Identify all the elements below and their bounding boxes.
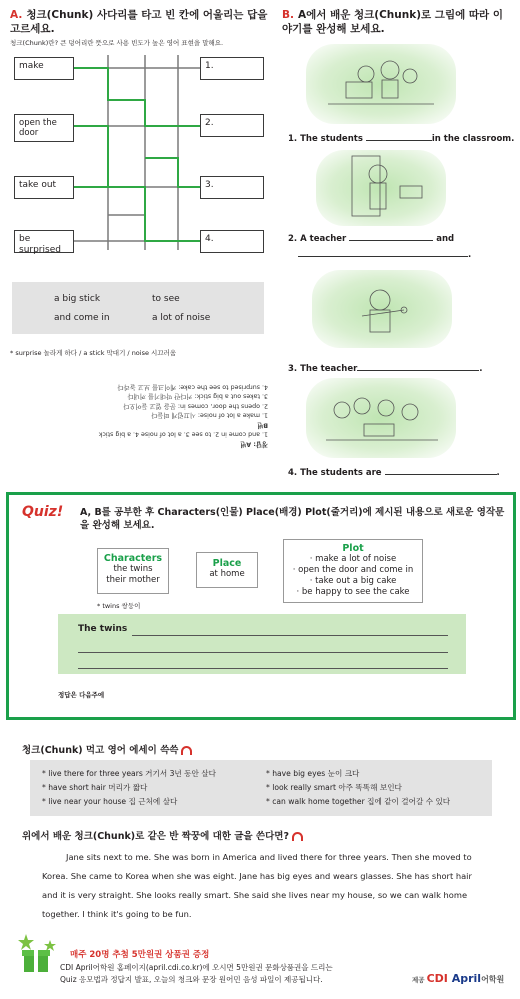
tip-item: * have big eyes 눈이 크다 [266, 769, 360, 778]
sentence-1: 1. The students in the classroom. [288, 134, 515, 144]
blank-2a[interactable] [349, 232, 433, 241]
option-noise: a lot of noise [152, 313, 211, 323]
chunk-box-be-surprised: be surprised [14, 230, 74, 253]
answer-box-2[interactable]: 2. [200, 114, 264, 137]
characters-card: Characters the twins their mother [97, 548, 169, 594]
quiz-answer-next-week: 정답은 다음주에 [58, 691, 105, 699]
option-and-come-in: and come in [54, 313, 110, 323]
blank-4[interactable] [385, 466, 497, 475]
illustration-teacher-stick [312, 270, 452, 348]
blank-1[interactable] [366, 132, 432, 141]
essay-heading: 청크(Chunk) 먹고 영어 에세이 쓱쓱 [22, 742, 192, 756]
place-card: Place at home [196, 552, 258, 588]
writing-line-3 [78, 668, 448, 669]
quiz-title: Quiz! [22, 504, 64, 520]
writing-line-1 [132, 635, 448, 636]
blank-3[interactable] [357, 362, 479, 371]
gift-icon [16, 932, 60, 976]
option-to-see: to see [152, 294, 180, 304]
illustration-teacher-door [316, 150, 446, 226]
writing-area[interactable] [58, 614, 466, 674]
tip-item: * look really smart 아주 똑똑해 보인다 [266, 783, 402, 792]
answer-options-panel [12, 282, 264, 334]
tip-item: * live near your house 집 근처에 살다 [42, 797, 178, 806]
sentence-4: 4. The students are . [288, 468, 500, 478]
headphone-icon[interactable] [292, 832, 303, 841]
prize-description: CDI April어학원 홈페이지(april.cdi.co.kr)에 오시면 5만원권 문화상품권을 드리는 Quiz 응모법과 정답지 발표, 오늘의 청크와 문장 원어민 음성 파일이 제공됩니다. [60, 963, 333, 984]
tip-item: * have short hair 머리가 짧다 [42, 783, 148, 792]
prize-title: 매주 20명 추첨 5만원권 상품권 증정 [70, 950, 210, 960]
sentence-2: 2. A teacher and [288, 234, 455, 244]
chunk-box-make: make [14, 57, 74, 80]
section-b-title: B. A에서 배운 청크(Chunk)로 그림에 따라 이야기를 완성해 보세요. [282, 9, 503, 35]
chunk-box-take-out: take out [14, 176, 74, 199]
sample-essay: Jane sits next to me. She was born in America and lived there for three years. Then she moved to Korea. She came to Korea when she was eight. Jane has big eyes and wears glasses. She has short hair and it is very straight. She looks really smart. She said she lives near my house, so we can walk home together. I think it's going to be fun. [42, 852, 472, 919]
answer-box-4[interactable]: 4. [200, 230, 264, 253]
upside-down-answers: 정답: A번 1. and come in 2. to see 3. a lot of noise 4. a big stick B번 1. make a lot of noise: 시끄럽게 떠들다 2. opens the door, comes in: 문을 열고 들어오다 3. takes out a big stick: 커다란 막대기를 꺼내다 4. surprised to see the cake: 케이크를 보고 놀라다 [98, 383, 268, 448]
blank-2b[interactable] [298, 248, 468, 257]
illustration-students-cake [306, 378, 456, 458]
writing-line-2 [78, 652, 448, 653]
sentence-3: 3. The teacher . [288, 364, 483, 374]
story-heading: 위에서 배운 청크(Chunk)로 같은 반 짝꿍에 대한 글을 쓴다면? [22, 828, 303, 842]
answer-box-3[interactable]: 3. [200, 176, 264, 199]
answer-box-1[interactable]: 1. [200, 57, 264, 80]
tip-item: * live there for three years 거기서 3년 동안 살다 [42, 769, 216, 778]
quiz-instruction: A, B를 공부한 후 Characters(인물) Place(배경) Plot(줄거리)에 제시된 내용으로 새로운 영작문을 완성해 보세요. [80, 507, 505, 531]
vocabulary-note: * surprise 놀라게 하다 / a stick 막대기 / noise 시끄러움 [10, 349, 177, 357]
chunk-tips-panel [30, 760, 492, 816]
section-a-title: A. 청크(Chunk) 사다리를 타고 빈 칸에 어울리는 답을 고르세요. [10, 9, 268, 35]
chunk-box-open-door: open the door [14, 114, 74, 142]
sentence-2-cont: . [298, 248, 471, 260]
twins-note: * twins 쌍둥이 [97, 602, 141, 610]
writing-start: The twins [78, 624, 128, 634]
headphone-icon[interactable] [181, 746, 192, 755]
cdi-april-logo: 제공 CDI April어학원 [412, 972, 505, 985]
chunk-definition-note: 청크(Chunk)란? 큰 덩어리란 뜻으로 사용 빈도가 높은 영어 표현을 말해요. [10, 39, 224, 47]
plot-card: Plot · make a lot of noise · open the door and come in · take out a big cake · be happy to see the cake [283, 539, 423, 603]
option-a-big-stick: a big stick [54, 294, 101, 304]
tip-item: * can walk home together 집에 같이 걸어갈 수 있다 [266, 797, 451, 806]
illustration-noisy-classroom [306, 44, 456, 124]
